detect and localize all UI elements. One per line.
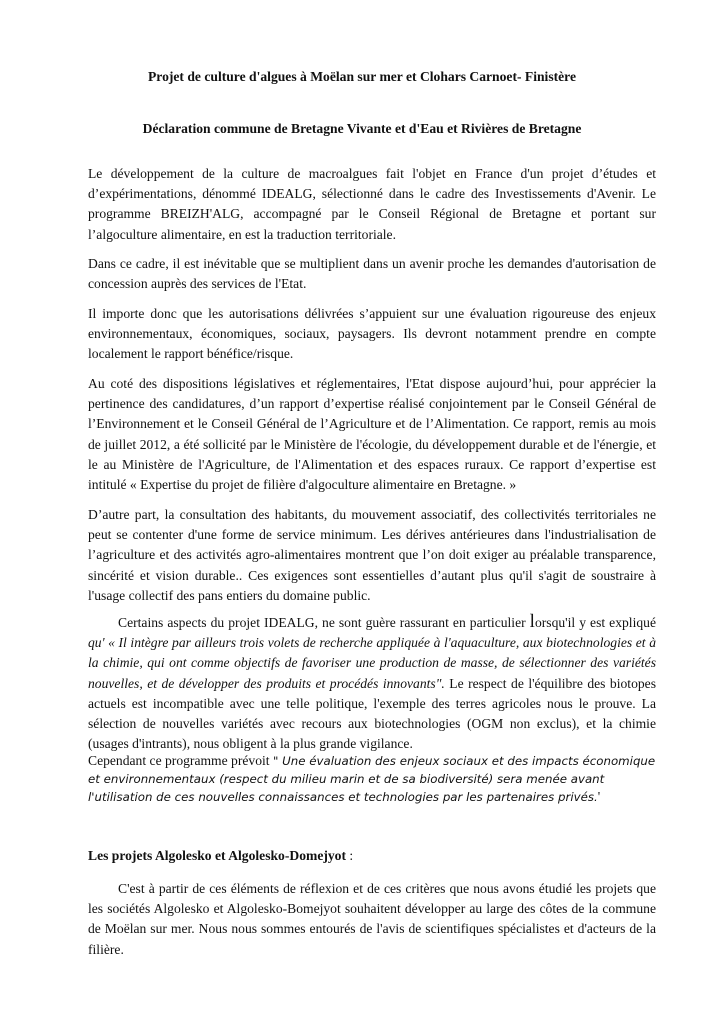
- document-subtitle: Déclaration commune de Bretagne Vivante et d'Eau et Rivières de Bretagne: [142, 121, 582, 136]
- idealg-rest-text: Le respect de l'équilibre des biotopes actuels est incompatible avec une telle politique, l'exemple des terres agricoles nous le prouve. La sélection de nouvelles variétés avec recours aux biotechnologies (OGM non exclus), et la chimie (usages d'intrants), nous obligent à la plus grande vigilance.: [88, 675, 656, 752]
- section-heading-colon: :: [346, 848, 354, 863]
- document-title: Projet de culture d'algues à Moëlan sur mer et Clohars Carnoet- Finistère: [147, 69, 576, 84]
- programme-lead-text: Cependant ce programme prévoit: [88, 753, 273, 768]
- paragraph-context: Dans ce cadre, il est inévitable que se multiplient dans un avenir proche les demandes d'autorisation de concession auprès des services de l'Etat.: [88, 256, 656, 292]
- idealg-lead-text: Certains aspects du projet IDEALG, ne sont guère rassurant en particulier: [118, 615, 530, 630]
- section-heading-text: Les projets Algolesko et Algolesko-Domejyot: [88, 848, 347, 863]
- paragraph-expertise-report: Au coté des dispositions législatives et réglementaires, l'Etat dispose aujourd’hui, pour apprécier la pertinence des candidatures, d’un rapport d’expertise réalisé conjointement par le Conseil Général de l’Environnement et le Conseil Général de l’Agriculture et de l’Alimentation. Ce rapport, remis au mois de juillet 2012, a été sollicité par le Ministère de l'écologie, du développement durable et de l'énergie, et le au Ministère de l'Agriculture, de l'Alimentation et des espaces ruraux. Ce rapport d’expertise est intitulé « Expertise du projet de filière d'algoculture alimentaire en Bretagne. »: [88, 376, 656, 493]
- idealg-after-letter: orsqu'il y est expliqué: [534, 615, 656, 630]
- idealg-large-letter: l: [529, 611, 535, 632]
- paragraph-authorisations: Il importe donc que les autorisations délivrées s’appuient sur une évaluation rigoureuse des enjeux environnementaux, économiques, sociaux, paysagers. Ils devront notamment prendre en compte localement le rapport bénéfice/risque.: [88, 306, 656, 362]
- idealg-quote: qu' « Il intègre par ailleurs trois volets de recherche appliquée à l'aquaculture, aux biotechnologies et à la chimie, qui ont comme objectifs de favoriser une production de masse, de sélectionner des variétés nouvelles, et de développer des produits et procédés innovants".: [88, 635, 656, 691]
- paragraph-idealg-concerns: [88, 612, 656, 754]
- paragraph-intro: Le développement de la culture de macroalgues fait l'objet en France d'un projet d’études et d’expérimentations, dénommé IDEALG, sélectionné dans le cadre des Investissements d'Avenir. Le programme BREIZH'ALG, accompagné par le Conseil Régional de Bretagne et portant sur l’algoculture alimentaire, en est la traduction territoriale.: [88, 166, 656, 242]
- paragraph-programme-evaluation: [88, 752, 656, 806]
- paragraph-consultation: D’autre part, la consultation des habitants, du mouvement associatif, des collectivités territoriales ne peut se contenter d'une forme de service minimum. Les dérives antérieures dans l'industrialisation de l’agriculture et des activités agro-alimentaires montrent que l’on doit exiger au préalable transparence, sincérité et vision durable.. Ces exigences sont essentielles d’autant plus qu'il s'agit de soustraire à l'usage collectif des pans entiers du domaine public.: [88, 507, 656, 603]
- section-heading: [88, 848, 353, 864]
- programme-end-mark: ': [597, 789, 601, 804]
- programme-quote: " Une évaluation des enjeux sociaux et des impacts économique et environnementaux (respect du milieu marin et de sa biodiversité) sera menée avant l'utilisation de ces nouvelles connaissances et technologies par les partenaires privés.: [88, 754, 656, 804]
- paragraph-projects-study: C'est à partir de ces éléments de réflexion et de ces critères que nous avons étudié les projets que les sociétés Algolesko et Algolesko-Bomejyot souhaitent développer au large des côtes de la commune de Moëlan sur mer. Nous nous sommes entourés de l'avis de scientifiques spécialistes et d'acteurs de la filière.: [88, 881, 656, 957]
